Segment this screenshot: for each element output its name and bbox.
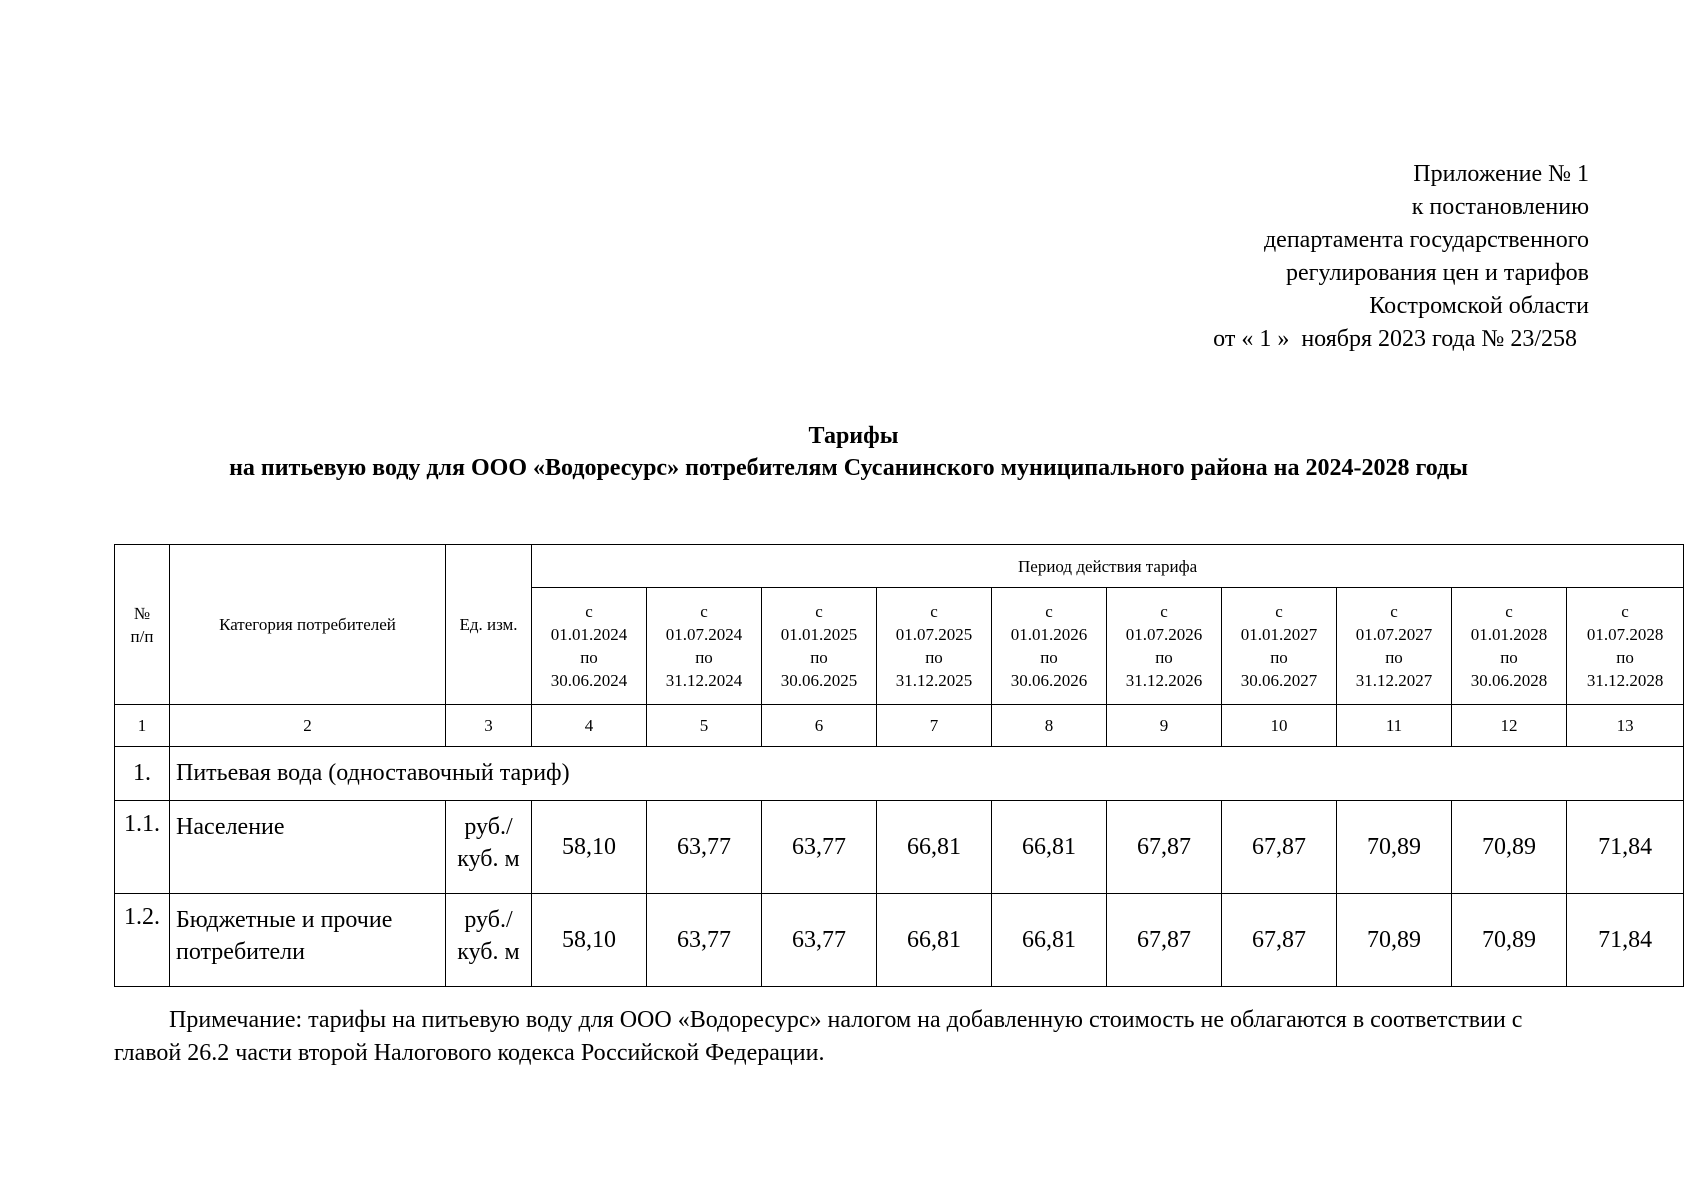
period-to-word: по bbox=[580, 648, 598, 667]
column-number: 4 bbox=[532, 705, 647, 747]
period-to: 31.12.2028 bbox=[1586, 671, 1664, 690]
document-title bbox=[0, 420, 1697, 484]
period-from: 01.01.2024 bbox=[550, 625, 628, 644]
row-category: Бюджетные и прочие потребители bbox=[170, 894, 446, 987]
column-number: 9 bbox=[1107, 705, 1222, 747]
period-to: 31.12.2024 bbox=[665, 671, 743, 690]
period-cell bbox=[1567, 588, 1684, 705]
tariff-value: 70,89 bbox=[1452, 801, 1567, 894]
column-number: 5 bbox=[647, 705, 762, 747]
period-from: 01.07.2027 bbox=[1355, 625, 1433, 644]
section-label: Питьевая вода (одноставочный тариф) bbox=[170, 747, 1684, 801]
tariff-value: 67,87 bbox=[1222, 801, 1337, 894]
tariff-value: 67,87 bbox=[1107, 801, 1222, 894]
column-number: 12 bbox=[1452, 705, 1567, 747]
period-from-word: с bbox=[815, 602, 823, 621]
period-to-word: по bbox=[925, 648, 943, 667]
tariff-value: 66,81 bbox=[877, 894, 992, 987]
tariff-value: 70,89 bbox=[1337, 894, 1452, 987]
column-number: 6 bbox=[762, 705, 877, 747]
column-number: 7 bbox=[877, 705, 992, 747]
tariff-value: 70,89 bbox=[1337, 801, 1452, 894]
period-from: 01.01.2027 bbox=[1240, 625, 1318, 644]
period-from-word: с bbox=[1621, 602, 1629, 621]
tariff-value: 71,84 bbox=[1567, 801, 1684, 894]
row-unit: руб./ куб. м bbox=[446, 801, 532, 894]
period-cell bbox=[532, 588, 647, 705]
tariff-table bbox=[114, 544, 1684, 987]
period-to-word: по bbox=[1155, 648, 1173, 667]
period-to: 30.06.2028 bbox=[1470, 671, 1548, 690]
tariff-value: 63,77 bbox=[762, 801, 877, 894]
column-number: 11 bbox=[1337, 705, 1452, 747]
period-to: 30.06.2026 bbox=[1010, 671, 1088, 690]
period-from-word: с bbox=[1505, 602, 1513, 621]
footnote: Примечание: тарифы на питьевую воду для ООО «Водоресурс» налогом на добавленную стоимость не облагаются в соответствии с главой 26.2 части второй Налогового кодекса Российской Федерации. bbox=[114, 1007, 1523, 1066]
tariff-value: 67,87 bbox=[1107, 894, 1222, 987]
column-number: 10 bbox=[1222, 705, 1337, 747]
header-no bbox=[115, 545, 170, 705]
period-from: 01.01.2028 bbox=[1470, 625, 1548, 644]
tariff-value: 63,77 bbox=[647, 894, 762, 987]
period-from-word: с bbox=[700, 602, 708, 621]
period-from-word: с bbox=[1390, 602, 1398, 621]
period-cell bbox=[647, 588, 762, 705]
title-line-1: Тарифы bbox=[808, 423, 899, 449]
row-index: 1.2. bbox=[115, 894, 170, 987]
appendix-line-4: регулирования цен и тарифов bbox=[1286, 260, 1589, 286]
tariff-value: 66,81 bbox=[877, 801, 992, 894]
tariff-value: 66,81 bbox=[992, 894, 1107, 987]
appendix-line-6: от « 1 » ноября 2023 года № 23/258 bbox=[1213, 326, 1577, 352]
tariff-value: 58,10 bbox=[532, 801, 647, 894]
column-number: 13 bbox=[1567, 705, 1684, 747]
tariff-value: 66,81 bbox=[992, 801, 1107, 894]
period-from-word: с bbox=[1160, 602, 1168, 621]
period-from-word: с bbox=[1045, 602, 1053, 621]
period-to: 30.06.2024 bbox=[550, 671, 628, 690]
period-to: 30.06.2025 bbox=[780, 671, 858, 690]
period-to-word: по bbox=[1385, 648, 1403, 667]
column-number: 2 bbox=[170, 705, 446, 747]
tariff-value: 58,10 bbox=[532, 894, 647, 987]
period-cell bbox=[1222, 588, 1337, 705]
period-from: 01.01.2025 bbox=[780, 625, 858, 644]
header-category: Категория потребителей bbox=[170, 545, 446, 705]
period-to: 31.12.2026 bbox=[1125, 671, 1203, 690]
tariff-value: 63,77 bbox=[762, 894, 877, 987]
column-number: 3 bbox=[446, 705, 532, 747]
column-number: 1 bbox=[115, 705, 170, 747]
period-cell bbox=[1107, 588, 1222, 705]
appendix-line-2: к постановлению bbox=[1411, 194, 1589, 220]
period-from: 01.07.2028 bbox=[1586, 625, 1664, 644]
tariff-value: 63,77 bbox=[647, 801, 762, 894]
period-to-word: по bbox=[1616, 648, 1634, 667]
appendix-line-1: Приложение № 1 bbox=[1413, 161, 1589, 187]
period-cell bbox=[1452, 588, 1567, 705]
row-category: Население bbox=[170, 801, 446, 894]
title-line-2: на питьевую воду для ООО «Водоресурс» потребителям Сусанинского муниципального района на 2024-2028 годы bbox=[229, 455, 1468, 481]
tariff-value: 67,87 bbox=[1222, 894, 1337, 987]
period-from: 01.01.2026 bbox=[1010, 625, 1088, 644]
period-cell bbox=[992, 588, 1107, 705]
row-index: 1.1. bbox=[115, 801, 170, 894]
period-to-word: по bbox=[1270, 648, 1288, 667]
row-unit: руб./ куб. м bbox=[446, 894, 532, 987]
period-from: 01.07.2025 bbox=[895, 625, 973, 644]
header-period: Период действия тарифа bbox=[532, 545, 1684, 588]
period-to-word: по bbox=[695, 648, 713, 667]
period-from-word: с bbox=[1275, 602, 1283, 621]
period-to: 31.12.2027 bbox=[1355, 671, 1433, 690]
period-cell bbox=[877, 588, 992, 705]
period-from-word: с bbox=[585, 602, 593, 621]
period-to: 30.06.2027 bbox=[1240, 671, 1318, 690]
appendix-header bbox=[1069, 158, 1589, 356]
period-to-word: по bbox=[1040, 648, 1058, 667]
header-no-text: № п/п bbox=[130, 603, 154, 646]
period-from: 01.07.2026 bbox=[1125, 625, 1203, 644]
tariff-value: 70,89 bbox=[1452, 894, 1567, 987]
column-number: 8 bbox=[992, 705, 1107, 747]
period-to: 31.12.2025 bbox=[895, 671, 973, 690]
appendix-line-3: департамента государственного bbox=[1263, 227, 1589, 253]
period-from: 01.07.2024 bbox=[665, 625, 743, 644]
header-unit: Ед. изм. bbox=[446, 545, 532, 705]
period-from-word: с bbox=[930, 602, 938, 621]
tariff-value: 71,84 bbox=[1567, 894, 1684, 987]
section-index: 1. bbox=[115, 747, 170, 801]
period-to-word: по bbox=[1500, 648, 1518, 667]
appendix-line-5: Костромской области bbox=[1369, 293, 1589, 319]
period-to-word: по bbox=[810, 648, 828, 667]
period-cell bbox=[762, 588, 877, 705]
period-cell bbox=[1337, 588, 1452, 705]
